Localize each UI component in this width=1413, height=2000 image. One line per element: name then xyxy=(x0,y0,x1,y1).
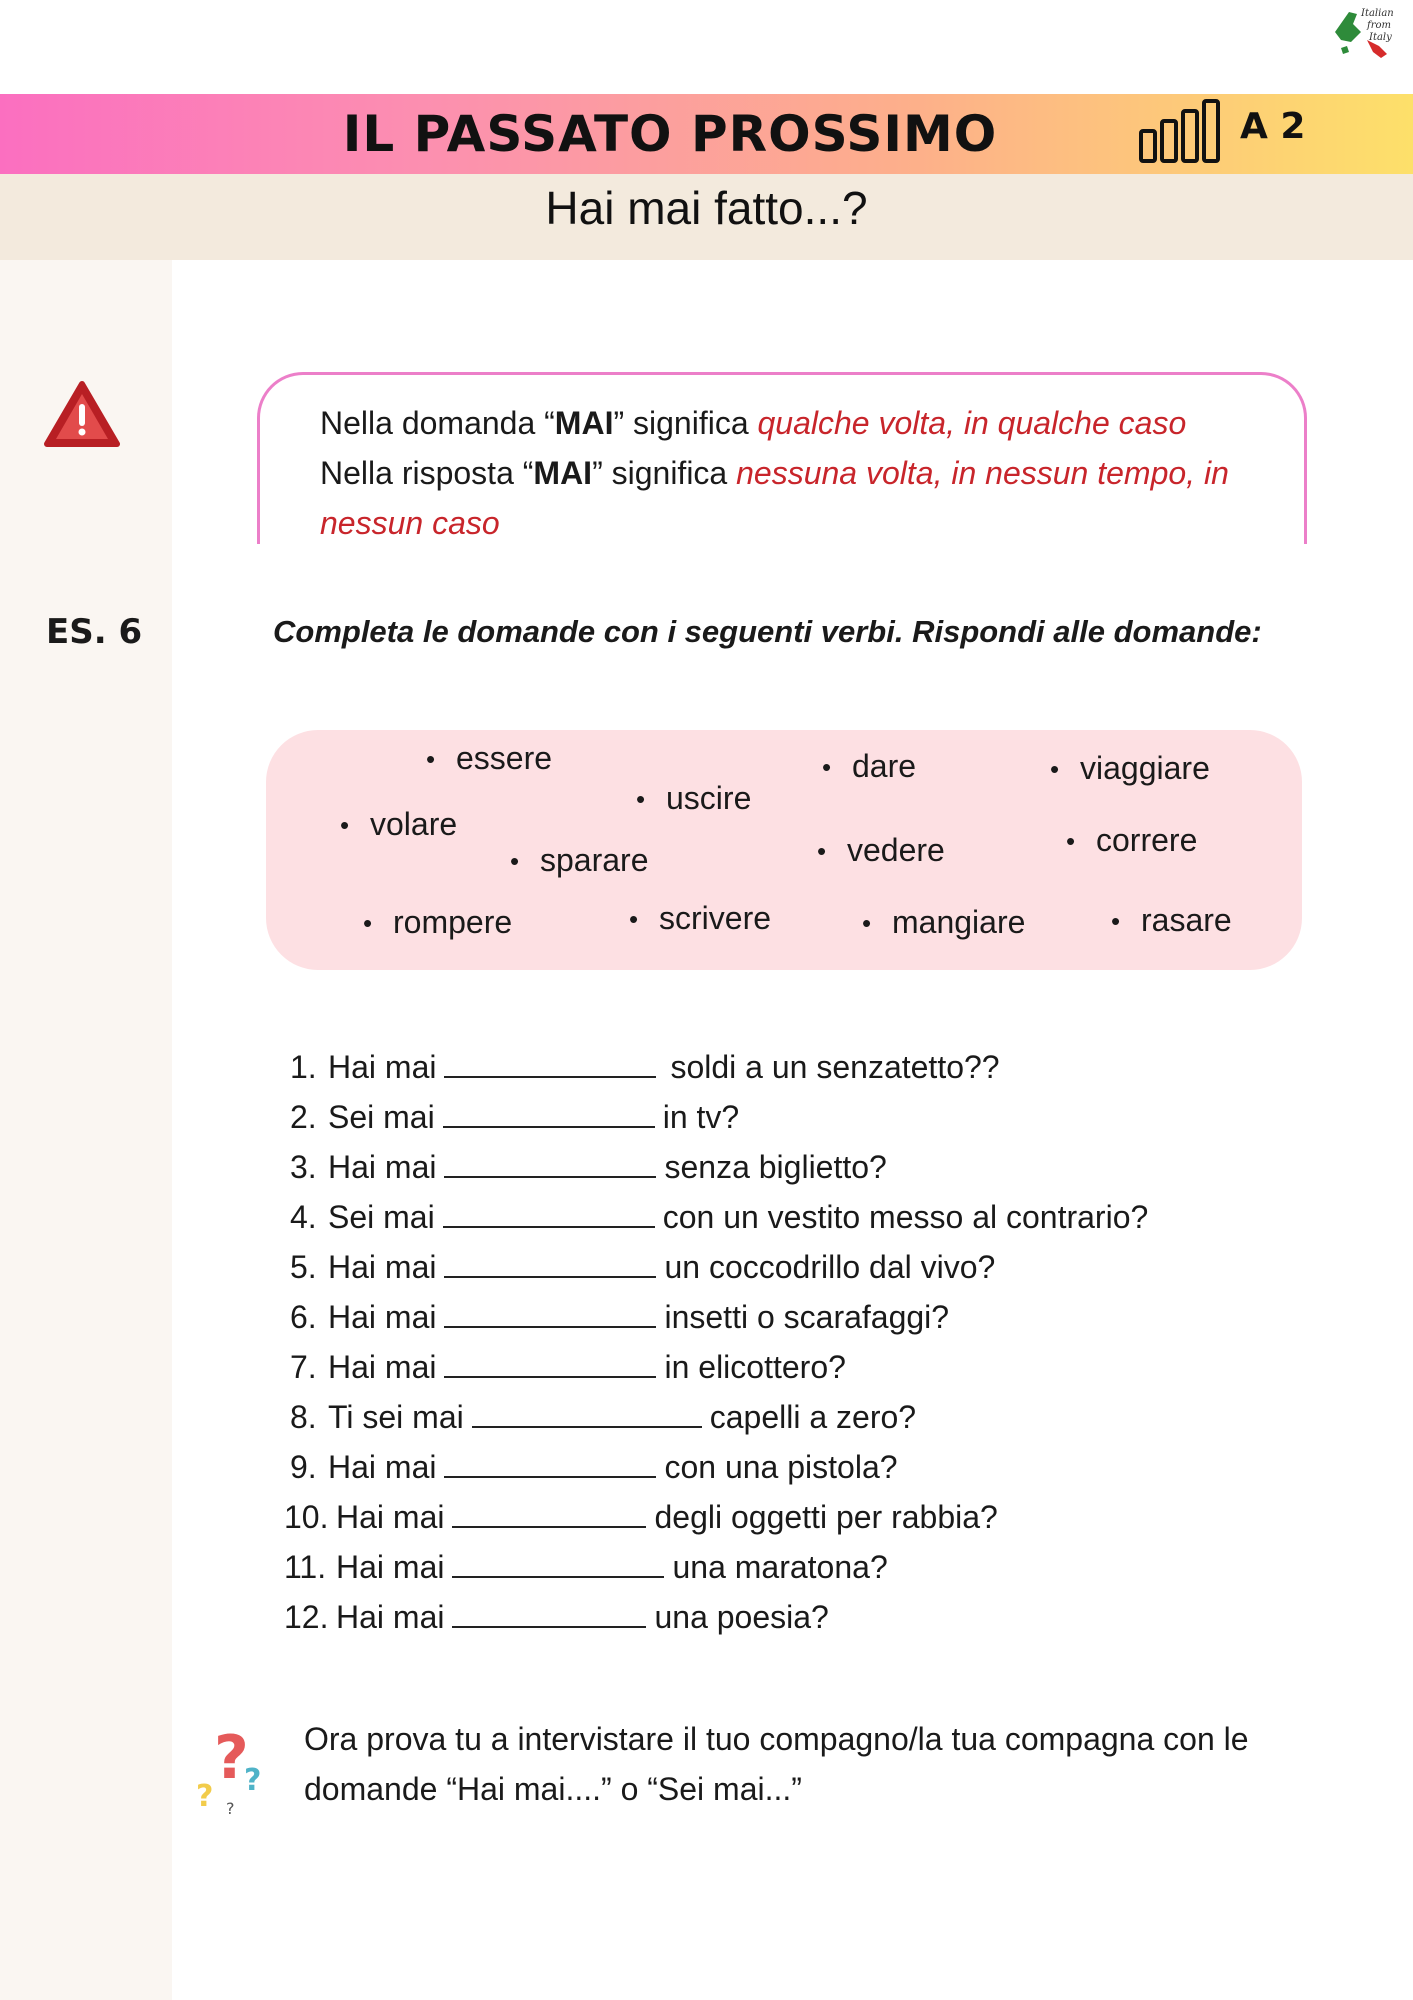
verb-item: • scrivere xyxy=(659,900,771,937)
verb-item: • mangiare xyxy=(892,904,1025,941)
note-line-question: Nella domanda “MAI” significa qualche volta, in qualche caso xyxy=(320,405,1187,441)
verb-item: • rasare xyxy=(1141,902,1232,939)
warning-icon xyxy=(44,380,120,450)
answer-blank[interactable] xyxy=(444,1242,656,1278)
closing-line-1: Ora prova tu a intervistare il tuo compagno/la tua compagna con le xyxy=(304,1721,1249,1757)
level-label: A 2 xyxy=(1240,106,1306,147)
answer-blank[interactable] xyxy=(443,1092,655,1128)
svg-text:from: from xyxy=(1367,20,1391,31)
question-item: 9. Hai mai con una pistola? xyxy=(290,1442,1290,1492)
note-line-answer: Nella risposta “MAI” significa nessuna volta, in nessun tempo, in nessun caso xyxy=(320,455,1229,541)
verb-item: • essere xyxy=(456,740,552,777)
answer-blank[interactable] xyxy=(444,1442,656,1478)
svg-text:Italy: Italy xyxy=(1369,32,1392,43)
svg-text:?: ? xyxy=(226,1799,235,1816)
answer-blank[interactable] xyxy=(452,1492,646,1528)
question-item: 8. Ti sei mai capelli a zero? xyxy=(290,1392,1290,1442)
svg-text:?: ? xyxy=(214,1723,249,1793)
answer-blank[interactable] xyxy=(443,1192,655,1228)
verb-item: • rompere xyxy=(393,904,512,941)
answer-blank[interactable] xyxy=(452,1542,664,1578)
question-item: 5. Hai mai un coccodrillo dal vivo? xyxy=(290,1242,1290,1292)
verb-item: • correre xyxy=(1096,822,1197,859)
question-item: 10. Hai mai degli oggetti per rabbia? xyxy=(284,1492,1290,1542)
question-item: 4. Sei mai con un vestito messo al contrario? xyxy=(290,1192,1290,1242)
verb-item: • viaggiare xyxy=(1080,750,1210,787)
verb-item: • sparare xyxy=(540,842,649,879)
question-item: 6. Hai mai insetti o scarafaggi? xyxy=(290,1292,1290,1342)
exercise-instruction: Completa le domande con i seguenti verbi. Rispondi alle domande: xyxy=(273,614,1262,649)
question-item: 1. Hai mai soldi a un senzatetto?? xyxy=(290,1042,1290,1092)
verb-item: • dare xyxy=(852,748,916,785)
left-margin-strip xyxy=(0,260,172,2000)
answer-blank[interactable] xyxy=(444,1042,656,1078)
answer-blank[interactable] xyxy=(444,1142,656,1178)
mai-note xyxy=(320,398,1280,548)
svg-text:Italian: Italian xyxy=(1361,8,1394,19)
svg-text:?: ? xyxy=(196,1779,214,1814)
question-list xyxy=(284,1042,1290,1642)
logo-icon xyxy=(1327,2,1405,62)
verb-box xyxy=(266,730,1302,970)
answer-blank[interactable] xyxy=(444,1342,656,1378)
question-item: 12. Hai mai una poesia? xyxy=(284,1592,1290,1642)
question-item: 11. Hai mai una maratona? xyxy=(284,1542,1290,1592)
verb-item: • uscire xyxy=(666,780,751,817)
page-title: IL PASSATO PROSSIMO xyxy=(342,105,998,163)
closing-prompt xyxy=(304,1714,1314,1814)
question-item: 2. Sei mai in tv? xyxy=(290,1092,1290,1142)
page-subtitle: Hai mai fatto...? xyxy=(545,182,868,234)
answer-blank[interactable] xyxy=(452,1592,646,1628)
question-item: 7. Hai mai in elicottero? xyxy=(290,1342,1290,1392)
verb-item: • volare xyxy=(370,806,457,843)
question-marks-icon xyxy=(196,1720,272,1816)
svg-text:?: ? xyxy=(244,1763,262,1798)
question-item: 3. Hai mai senza biglietto? xyxy=(290,1142,1290,1192)
verb-item: • vedere xyxy=(847,832,945,869)
closing-line-2: domande “Hai mai....” o “Sei mai...” xyxy=(304,1771,802,1807)
answer-blank[interactable] xyxy=(472,1392,702,1428)
answer-blank[interactable] xyxy=(444,1292,656,1328)
exercise-label: ES. 6 xyxy=(46,612,143,652)
level-bars-icon xyxy=(1138,97,1226,167)
